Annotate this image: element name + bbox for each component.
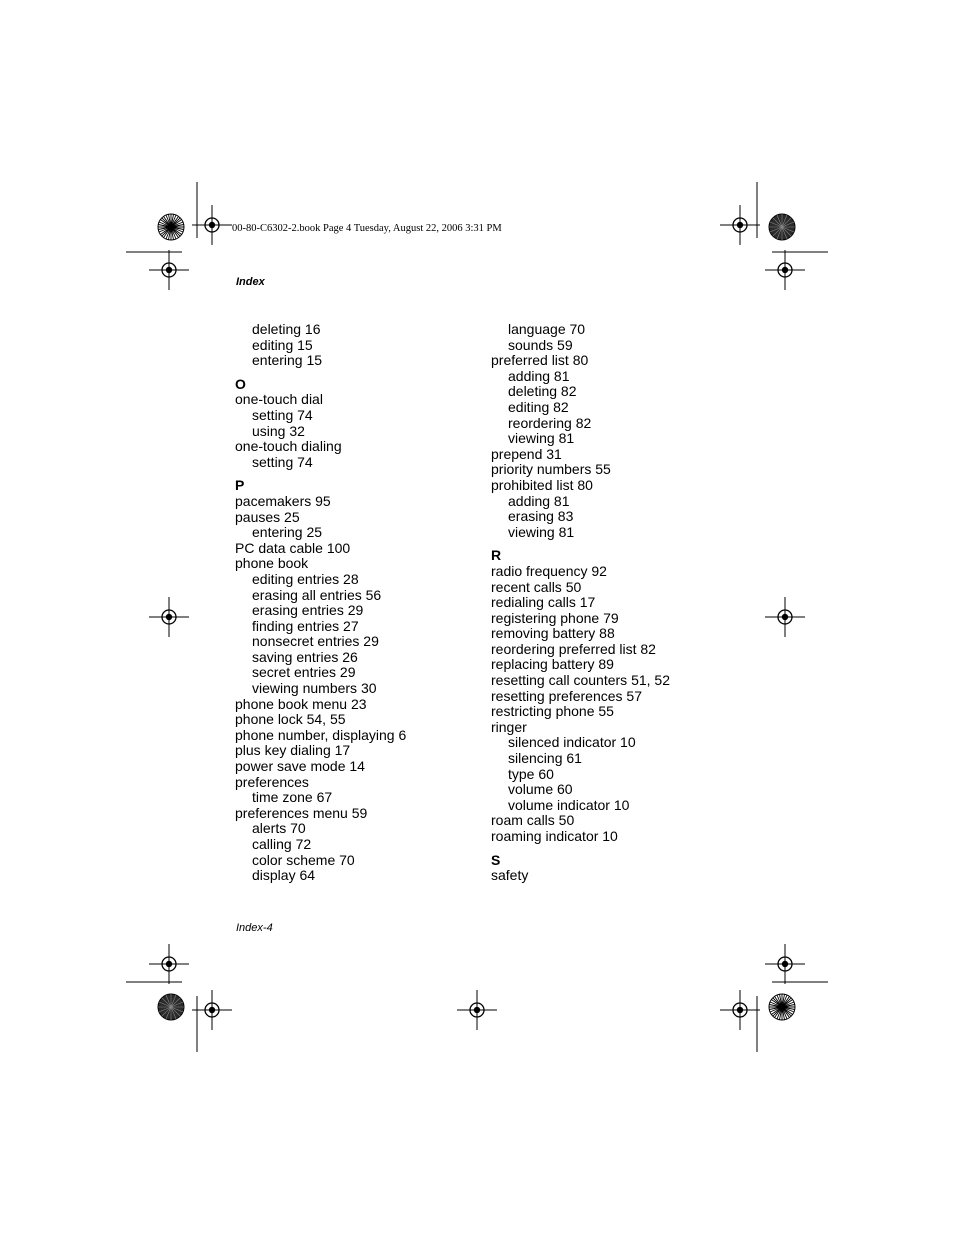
index-entry: radio frequency 92 <box>491 562 607 579</box>
index-subentry: display 64 <box>252 867 316 884</box>
index-entry: replacing battery 89 <box>491 656 614 673</box>
index-letter-heading: S <box>491 851 501 868</box>
index-subentry: viewing 81 <box>508 523 575 540</box>
index-entry: restricting phone 55 <box>491 703 614 720</box>
index-entry: one-touch dial <box>235 391 323 408</box>
index-entry: preferences <box>235 773 309 790</box>
index-subentry: saving entries 26 <box>252 648 358 665</box>
starburst-target-icon <box>769 994 795 1020</box>
index-subentry: entering 25 <box>252 524 323 541</box>
index-subentry: setting 74 <box>252 406 313 423</box>
index-entry: redialing calls 17 <box>491 594 596 611</box>
running-header: Index <box>236 276 265 288</box>
index-entry: pacemakers 95 <box>235 492 331 509</box>
index-entry: phone lock 54, 55 <box>235 711 346 728</box>
registration-target-icon <box>765 944 805 984</box>
index-letter-heading: P <box>235 477 245 494</box>
print-slug: 00-80-C6302-2.book Page 4 Tuesday, August 22, 2006 3:31 PM <box>232 223 502 234</box>
index-subentry: nonsecret entries 29 <box>252 633 379 650</box>
index-entry: power save mode 14 <box>235 758 365 775</box>
index-entry: ringer <box>491 718 527 735</box>
index-entry: preferred list 80 <box>491 352 589 369</box>
index-subentry: deleting 82 <box>508 383 577 400</box>
index-column-left <box>235 322 475 884</box>
index-entry: phone book <box>235 555 309 572</box>
starburst-target-icon <box>158 994 184 1020</box>
index-entry: safety <box>491 867 529 884</box>
registration-target-icon <box>765 597 805 637</box>
index-subentry: erasing 83 <box>508 508 574 525</box>
index-subentry: erasing all entries 56 <box>252 586 382 603</box>
index-entry: PC data cable 100 <box>235 539 351 556</box>
registration-target-icon <box>720 205 760 245</box>
index-entry: priority numbers 55 <box>491 461 611 478</box>
index-entry: roaming indicator 10 <box>491 828 618 844</box>
index-letter-heading: R <box>491 547 502 564</box>
index-entry: recent calls 50 <box>491 578 582 595</box>
index-subentry: deleting 16 <box>252 321 321 337</box>
index-subentry: entering 15 <box>252 352 323 369</box>
index-entry: removing battery 88 <box>491 625 615 642</box>
index-subentry: silencing 61 <box>508 750 582 767</box>
index-entry: registering phone 79 <box>491 609 619 626</box>
index-entry: preferences menu 59 <box>235 804 368 821</box>
index-subentry: secret entries 29 <box>252 664 356 681</box>
index-subentry: adding 81 <box>508 367 570 384</box>
index-subentry: color scheme 70 <box>252 851 355 868</box>
index-entry: roam calls 50 <box>491 812 575 829</box>
index-subentry: silenced indicator 10 <box>508 734 636 751</box>
registration-target-icon <box>192 990 232 1030</box>
registration-target-icon <box>457 990 497 1030</box>
index-subentry: setting 74 <box>252 453 313 470</box>
registration-target-icon <box>720 990 760 1030</box>
index-entry: phone number, displaying 6 <box>235 726 407 743</box>
index-subentry: editing 82 <box>508 398 569 415</box>
index-column-right <box>491 322 731 884</box>
index-subentry: volume 60 <box>508 781 573 798</box>
registration-target-icon <box>149 944 189 984</box>
index-subentry: adding 81 <box>508 492 570 509</box>
page-number: Index-4 <box>236 922 273 934</box>
index-subentry: erasing entries 29 <box>252 602 364 619</box>
index-subentry: viewing 81 <box>508 430 575 447</box>
index-entry: resetting preferences 57 <box>491 687 642 704</box>
index-subentry: sounds 59 <box>508 336 573 353</box>
starburst-target-icon <box>769 214 795 240</box>
index-subentry: type 60 <box>508 765 554 782</box>
index-subentry: calling 72 <box>252 836 312 852</box>
index-letter-heading: O <box>235 375 246 392</box>
index-subentry: editing 15 <box>252 336 313 353</box>
index-entry: prepend 31 <box>491 445 562 462</box>
index-subentry: alerts 70 <box>252 820 306 837</box>
index-subentry: finding entries 27 <box>252 617 359 634</box>
index-entry: pauses 25 <box>235 508 300 525</box>
index-subentry: volume indicator 10 <box>508 796 630 813</box>
index-entry: plus key dialing 17 <box>235 742 351 759</box>
index-subentry: time zone 67 <box>252 789 333 806</box>
registration-target-icon <box>192 205 232 245</box>
index-entry: resetting call counters 51, 52 <box>491 672 670 689</box>
index-subentry: editing entries 28 <box>252 570 359 587</box>
index-subentry: using 32 <box>252 422 305 439</box>
index-entry: reordering preferred list 82 <box>491 640 656 657</box>
starburst-target-icon <box>158 214 184 240</box>
index-subentry: language 70 <box>508 321 586 337</box>
registration-target-icon <box>149 597 189 637</box>
index-entry: one-touch dialing <box>235 438 342 455</box>
index-subentry: viewing numbers 30 <box>252 680 377 697</box>
registration-target-icon <box>149 250 189 290</box>
index-entry: phone book menu 23 <box>235 695 367 712</box>
index-entry: prohibited list 80 <box>491 476 593 493</box>
index-subentry: reordering 82 <box>508 414 592 431</box>
registration-target-icon <box>765 250 805 290</box>
